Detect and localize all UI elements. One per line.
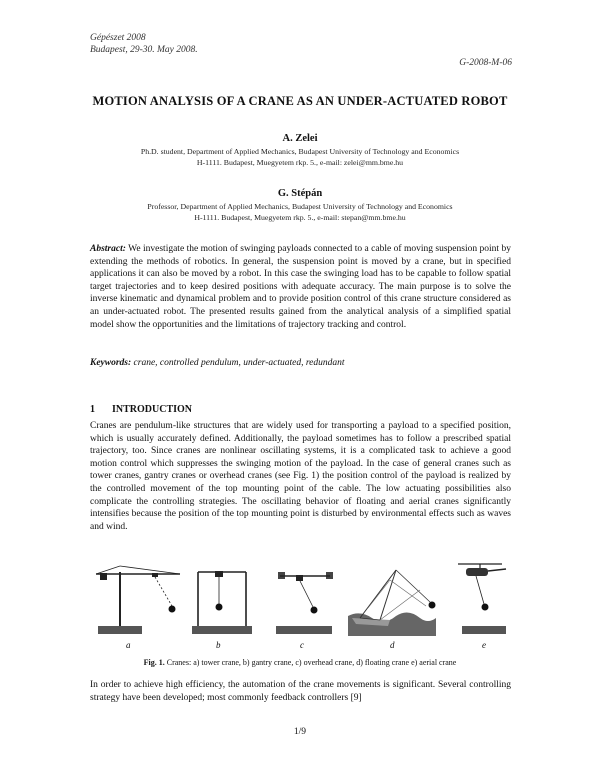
figure-label-c: c (300, 640, 304, 650)
continuation-paragraph: In order to achieve high efficiency, the automation of the crane movements is significant. Several controlling strategy have been developed; most commonly feedback controllers [9] (90, 680, 511, 703)
gantry-crane-drawing (192, 571, 252, 634)
figure-label-b: b (216, 640, 221, 650)
intro-paragraph: Cranes are pendulum-like structures that are widely used for transporting a payload to a specified position, which is usually accurately defined. Additionally, the payload sometimes has to follow a prescribed spatial trajectory, too. Since cranes are nonlinear oscillating systems, it is a complicated task to achieve a good motion control which suppresses the swinging motion of the payload. In the case of general cranes such as tower cranes, gantry cranes or overhead cranes (see Fig. 1) the position control of the payload is realized by the controlled movement of the top mounting point of the cable. The low actuating possibilities also complicate the controlling strategies. The oscillating behavior of floating and aerial cranes significantly intensifies because the position of the top mounting point is disturbed by environmental effects such as waves and wind. (90, 421, 511, 532)
overhead-crane-drawing (276, 572, 333, 634)
abstract (90, 243, 511, 331)
figure-caption-text: Cranes: a) tower crane, b) gantry crane, c) overhead crane, d) floating crane e) aerial crane (166, 658, 457, 667)
conference-name: Gépészet 2008 (90, 33, 146, 43)
crane-illustrations (90, 560, 511, 640)
keywords (90, 357, 511, 370)
author-address: H-1111. Budapest, Muegyetem rkp. 5., e-mail: zelei@mm.bme.hu (196, 158, 404, 167)
figure-label-e: e (482, 640, 486, 650)
abstract-label: Abstract: (90, 244, 126, 254)
author-name: A. Zelei (282, 133, 318, 144)
crane-figure (90, 560, 511, 656)
section-heading (90, 404, 192, 415)
section-number: 1 (90, 404, 95, 415)
page-number: 1/9 (293, 727, 307, 737)
conference-location-date: Budapest, 29-30. May 2008. (90, 45, 198, 55)
figure-caption-label: Fig. 1. (143, 658, 165, 667)
author-address: H-1111. Budapest, Muegyetem rkp. 5., e-mail: stepan@mm.bme.hu (194, 213, 406, 222)
aerial-crane-drawing (458, 564, 506, 634)
author-affiliation: Ph.D. student, Department of Applied Mechanics, Budapest University of Technology and Economics (140, 147, 460, 156)
keywords-label: Keywords: (90, 358, 132, 368)
author-affiliation: Professor, Department of Applied Mechanics, Budapest University of Technology and Economics (147, 202, 453, 211)
paper-title: MOTION ANALYSIS OF A CRANE AS AN UNDER-ACTUATED ROBOT (92, 94, 508, 108)
tower-crane-drawing (96, 566, 180, 634)
figure-caption (60, 658, 540, 667)
section-title: INTRODUCTION (112, 404, 193, 415)
figure-label-a: a (126, 640, 131, 650)
author-name: G. Stépán (277, 188, 323, 199)
keywords-text: crane, controlled pendulum, under-actuated, redundant (133, 358, 345, 368)
paper-id: G-2008-M-06 (459, 58, 512, 68)
figure-label-d: d (390, 640, 395, 650)
abstract-text: We investigate the motion of swinging payloads connected to a cable of moving suspension point by extending the methods of robotics. In general, the suspension point is moved by a crane, but in specified applications it can also be moved by a robot. In this case the swinging load has to be capable to follow spatial target trajectories and to keep desired positions with adequate accuracy. The main purpose is to solve the inverse kinematic and dynamical problem and to provide position control of this crane structure considered as an under-actuated robot. The presented results gained from the analytical analysis of a simplified spatial model show the opportunities and the limitations of trajectory tracking and control. (90, 244, 511, 330)
floating-crane-drawing (348, 570, 436, 636)
